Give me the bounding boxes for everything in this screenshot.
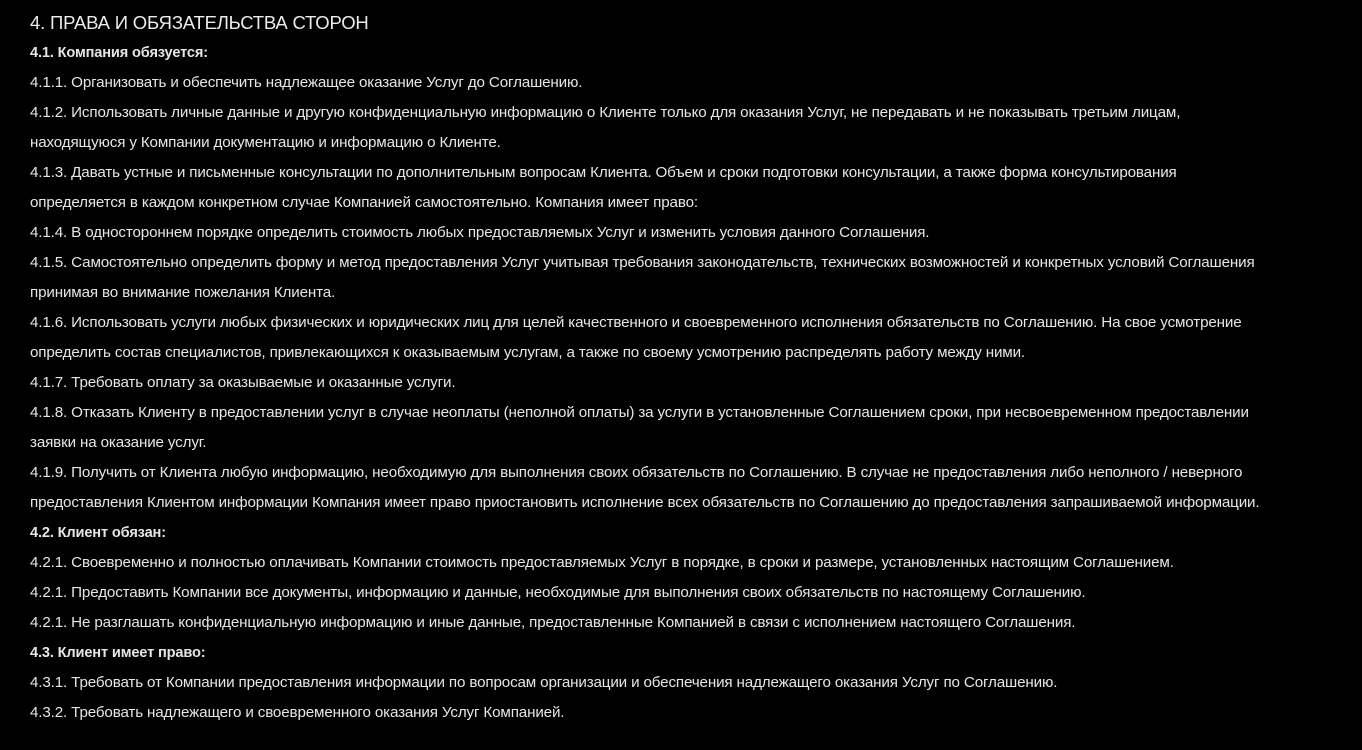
clause-line: 4.1.2. Использовать личные данные и другую конфиденциальную информацию о Клиенте только для оказания Услуг, не передавать и не показывать третьим лицам, (30, 104, 1181, 121)
clause-line: 4.1.5. Самостоятельно определить форму и метод предоставления Услуг учитывая требования законодательств, технических возможностей и конкретных условий Соглашения (30, 254, 1255, 271)
clause-line: 4.3.1. Требовать от Компании предоставления информации по вопросам организации и обеспечения надлежащего оказания Услуг по Соглашению. (30, 674, 1058, 691)
clause-line: 4.1.1. Организовать и обеспечить надлежащее оказание Услуг до Соглашению. (30, 74, 583, 91)
clause-line: находящуюся у Компании документацию и информацию о Клиенте. (30, 134, 501, 151)
clause-line: 4.1.6. Использовать услуги любых физических и юридических лиц для целей качественного и своевременного исполнения обязательств по Соглашению. На свое усмотрение (30, 314, 1242, 331)
clause-line: 4.3.2. Требовать надлежащего и своевременного оказания Услуг Компанией. (30, 704, 565, 721)
clause-line: 4.2.1. Не разглашать конфиденциальную информацию и иные данные, предоставленные Компанией в связи с исполнением настоящего Соглашения. (30, 614, 1076, 631)
clause-line: 4.1.8. Отказать Клиенту в предоставлении услуг в случае неоплаты (неполной оплаты) за услуги в установленные Соглашением сроки, при несвоевременном предоставлении (30, 404, 1249, 421)
clause-line: 4.1.7. Требовать оплату за оказываемые и оказанные услуги. (30, 374, 456, 391)
subsection-heading: 4.2. Клиент обязан: (30, 525, 166, 541)
clause-line: определяется в каждом конкретном случае Компанией самостоятельно. Компания имеет право: (30, 194, 698, 211)
section-lines (30, 38, 1360, 728)
clause-line: определить состав специалистов, привлекающихся к оказываемым услугам, а также по своему усмотрению распределять работу между ними. (30, 344, 1025, 361)
subsection-heading: 4.3. Клиент имеет право: (30, 645, 206, 661)
clause-line: 4.1.9. Получить от Клиента любую информацию, необходимую для выполнения своих обязательств по Соглашению. В случае не предоставления либо неполного / неверного (30, 464, 1243, 481)
subsection-heading: 4.1. Компания обязуется: (30, 45, 208, 61)
clause-line: 4.2.1. Своевременно и полностью оплачивать Компании стоимость предоставляемых Услуг в порядке, в сроки и размере, установленных настоящим Соглашением. (30, 554, 1174, 571)
clause-line: заявки на оказание услуг. (30, 434, 207, 451)
document-body (30, 9, 1360, 728)
clause-line: 4.1.4. В одностороннем порядке определить стоимость любых предоставляемых Услуг и изменить условия данного Соглашения. (30, 224, 930, 241)
clause-line: 4.1.3. Давать устные и письменные консультации по дополнительным вопросам Клиента. Объем и сроки подготовки консультации, а также форма консультирования (30, 164, 1177, 181)
clause-line: предоставления Клиентом информации Компания имеет право приостановить исполнение всех обязательств по Соглашению до предоставления запрашиваемой информации. (30, 494, 1260, 511)
clause-line: принимая во внимание пожелания Клиента. (30, 284, 336, 301)
section-title: 4. ПРАВА И ОБЯЗАТЕЛЬСТВА СТОРОН (30, 12, 369, 33)
clause-line: 4.2.1. Предоставить Компании все документы, информацию и данные, необходимые для выполнения своих обязательств по настоящему Соглашению. (30, 584, 1086, 601)
